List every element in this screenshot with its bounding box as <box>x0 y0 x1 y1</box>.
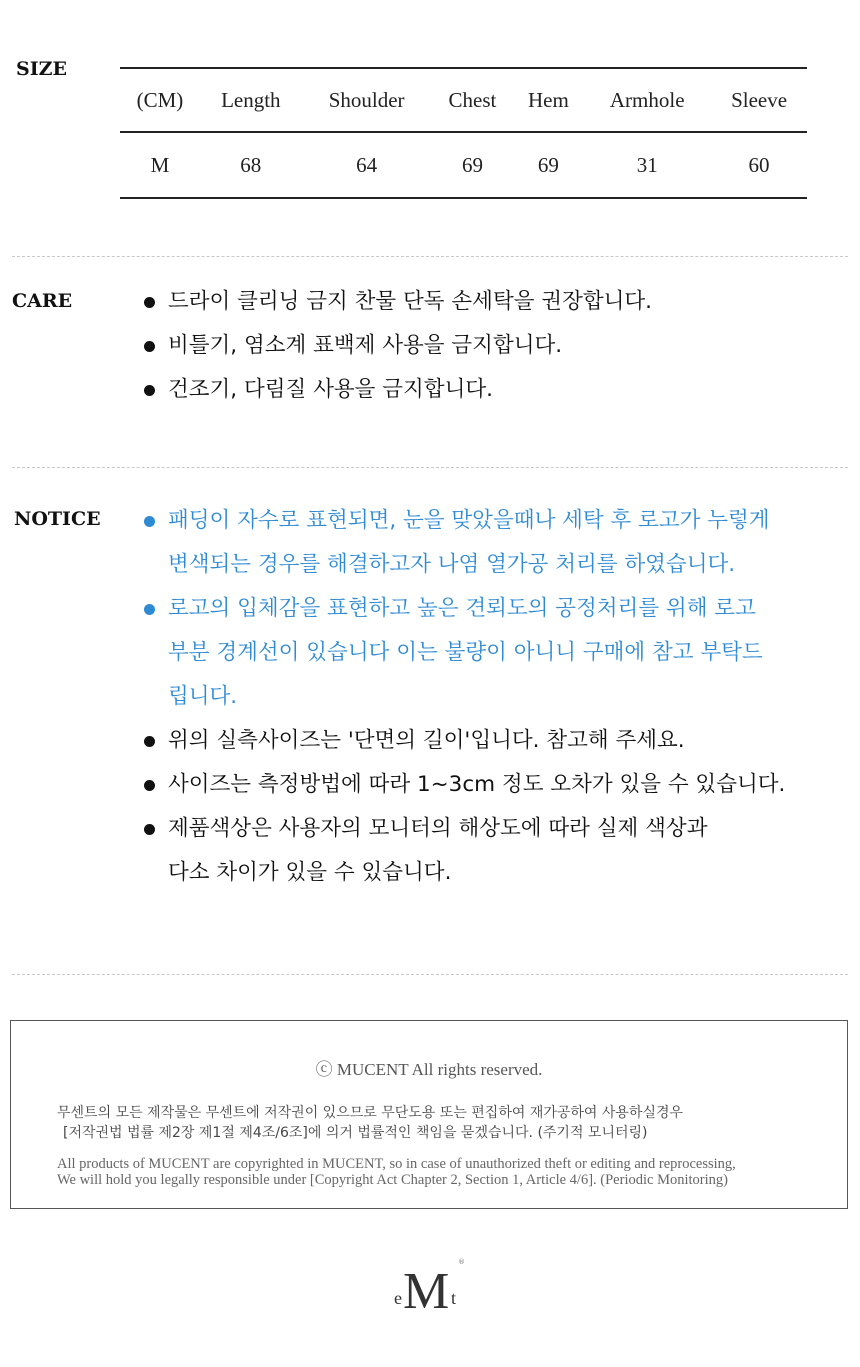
size-table <box>120 67 807 199</box>
size-cell-shoulder: 64 <box>356 152 378 177</box>
bullet-icon <box>144 297 155 308</box>
list-item <box>140 587 840 719</box>
section-divider <box>12 256 848 257</box>
size-header-unit: (CM) <box>136 87 184 112</box>
care-section-label: CARE <box>12 290 73 312</box>
copyright-notice-box <box>10 1020 848 1209</box>
list-item <box>140 324 840 368</box>
care-item-text: 드라이 클리닝 금지 찬물 단독 손세탁을 권장합니다. <box>168 289 652 314</box>
size-cell-sleeve: 60 <box>748 152 770 177</box>
notice-item-text: 사이즈는 측정방법에 따라 1~3cm 정도 오차가 있을 수 있습니다. <box>168 772 786 797</box>
size-header-hem: Hem <box>527 87 569 112</box>
size-header-sleeve: Sleeve <box>731 87 788 112</box>
bullet-icon <box>144 824 155 835</box>
care-list <box>140 280 840 412</box>
notice-item-text: 로고의 입체감을 표현하고 높은 견뢰도의 공정처리를 위해 로고 부분 경계선이 있습니다 이는 불량이 아니니 구매에 참고 부탁드 립니다. <box>168 596 763 709</box>
list-item <box>140 719 840 763</box>
size-cell-hem: 69 <box>537 152 559 177</box>
copyright-title: ⓒ MUCENT All rights reserved. <box>315 1060 543 1079</box>
registered-mark: ® <box>458 1258 465 1266</box>
copyright-korean-line-1: 무센트의 모든 제작물은 무센트에 저작권이 있으므로 무단도용 또는 편집하여 재가공하여 사용하실경우 <box>57 1105 684 1121</box>
notice-item-text: 제품색상은 사용자의 모니터의 해상도에 따라 실제 색상과 다소 차이가 있을 수 있습니다. <box>168 816 708 885</box>
copyright-english-line-1: All products of MUCENT are copyrighted in MUCENT, so in case of unauthorized theft or editing and reprocessing, <box>57 1156 736 1172</box>
bullet-icon <box>144 385 155 396</box>
notice-list <box>140 499 840 895</box>
list-item <box>140 763 840 807</box>
list-item <box>140 807 840 895</box>
bullet-icon <box>144 516 155 527</box>
bullet-icon <box>144 604 155 615</box>
table-row <box>120 132 807 198</box>
section-divider <box>12 467 848 468</box>
size-header-chest: Chest <box>448 87 497 112</box>
notice-item-text: 패딩이 자수로 표현되면, 눈을 맞았을때나 세탁 후 로고가 누렇게 변색되는 경우를 해결하고자 나염 열가공 처리를 하였습니다. <box>168 508 770 577</box>
size-header-length: Length <box>221 87 281 112</box>
bullet-icon <box>144 341 155 352</box>
care-item-text: 건조기, 다림질 사용을 금지합니다. <box>168 377 493 402</box>
notice-section-label: NOTICE <box>14 508 101 530</box>
list-item <box>140 499 840 587</box>
bullet-icon <box>144 736 155 747</box>
size-table-header-row <box>120 68 807 132</box>
size-cell-chest: 69 <box>461 152 483 177</box>
mucent-logo <box>392 1254 472 1314</box>
logo-letter-m: M <box>403 1263 450 1314</box>
size-cell-length: 68 <box>240 152 262 177</box>
size-cell-size: M <box>150 152 170 177</box>
size-cell-armhole: 31 <box>636 152 658 177</box>
logo-letter-e: e <box>394 1288 402 1308</box>
list-item <box>140 368 840 412</box>
care-item-text: 비틀기, 염소계 표백제 사용을 금지합니다. <box>168 333 563 358</box>
size-header-shoulder: Shoulder <box>328 87 405 112</box>
section-divider <box>12 974 848 975</box>
copyright-english-line-2: We will hold you legally responsible under [Copyright Act Chapter 2, Section 1, Article 4/6]. (Periodic Monitoring) <box>57 1172 728 1188</box>
size-section-label: SIZE <box>16 58 67 80</box>
list-item <box>140 280 840 324</box>
logo-letter-t: t <box>451 1288 457 1308</box>
size-header-armhole: Armhole <box>609 87 685 112</box>
notice-item-text: 위의 실측사이즈는 '단면의 길이'입니다. 참고해 주세요. <box>168 728 685 753</box>
bullet-icon <box>144 780 155 791</box>
copyright-korean-line-2: [저작권법 법률 제2장 제1절 제4조/6조]에 의거 법률적인 책임을 묻겠습니다. (주기적 모니터링) <box>63 1125 648 1141</box>
